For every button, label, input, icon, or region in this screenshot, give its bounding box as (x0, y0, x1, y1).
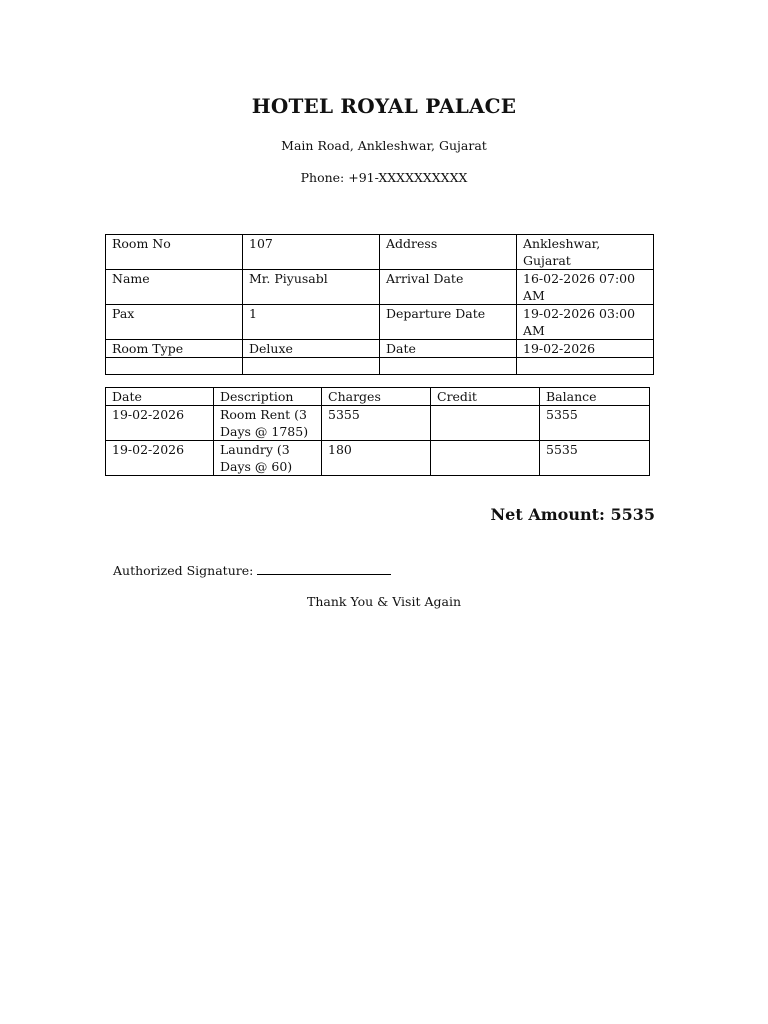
table-cell: 180 (322, 441, 431, 476)
table-cell: 19-02-2026 03:00 AM (517, 305, 654, 340)
table-cell: 19-02-2026 (517, 340, 654, 358)
column-header: Description (214, 388, 322, 406)
table-cell: Laundry (3 Days @ 60) (214, 441, 322, 476)
table-row (106, 235, 654, 270)
table-row (106, 305, 654, 340)
table-cell: 19-02-2026 (106, 406, 214, 441)
signature-label: Authorized Signature: (113, 563, 254, 578)
column-header: Credit (431, 388, 540, 406)
hotel-name: HOTEL ROYAL PALACE (251, 94, 517, 118)
table-cell: Mr. Piyusabl (243, 270, 380, 305)
table-cell: Room Rent (3 Days @ 1785) (214, 406, 322, 441)
table-cell: Deluxe (243, 340, 380, 358)
table-header-row (106, 388, 650, 406)
table-cell: 107 (243, 235, 380, 270)
table-cell: 1 (243, 305, 380, 340)
table-cell: 5535 (540, 441, 650, 476)
table-cell: 5355 (322, 406, 431, 441)
table-cell: Pax (106, 305, 243, 340)
column-header: Charges (322, 388, 431, 406)
table-cell (106, 358, 243, 375)
table-row (106, 340, 654, 358)
signature-block (113, 562, 391, 578)
table-cell: Room Type (106, 340, 243, 358)
footer-message: Thank You & Visit Again (307, 594, 461, 609)
column-header: Date (106, 388, 214, 406)
table-cell: Arrival Date (380, 270, 517, 305)
table-cell: 5355 (540, 406, 650, 441)
table-cell: Name (106, 270, 243, 305)
table-cell (243, 358, 380, 375)
table-cell (380, 358, 517, 375)
column-header: Balance (540, 388, 650, 406)
table-cell: 16-02-2026 07:00 AM (517, 270, 654, 305)
hotel-phone: Phone: +91-XXXXXXXXXX (300, 170, 468, 185)
table-cell (431, 406, 540, 441)
charges-ledger-table (105, 387, 650, 476)
table-cell: Date (380, 340, 517, 358)
table-cell: Departure Date (380, 305, 517, 340)
table-cell (517, 358, 654, 375)
table-cell (431, 441, 540, 476)
net-amount: Net Amount: 5535 (490, 505, 655, 524)
hotel-address: Main Road, Ankleshwar, Gujarat (281, 138, 487, 153)
table-cell: Ankleshwar, Gujarat (517, 235, 654, 270)
table-row (106, 406, 650, 441)
table-cell: Room No (106, 235, 243, 270)
guest-details-table (105, 234, 654, 375)
signature-line (257, 562, 391, 575)
table-cell: 19-02-2026 (106, 441, 214, 476)
table-row (106, 358, 654, 375)
table-row (106, 441, 650, 476)
table-row (106, 270, 654, 305)
table-cell: Address (380, 235, 517, 270)
